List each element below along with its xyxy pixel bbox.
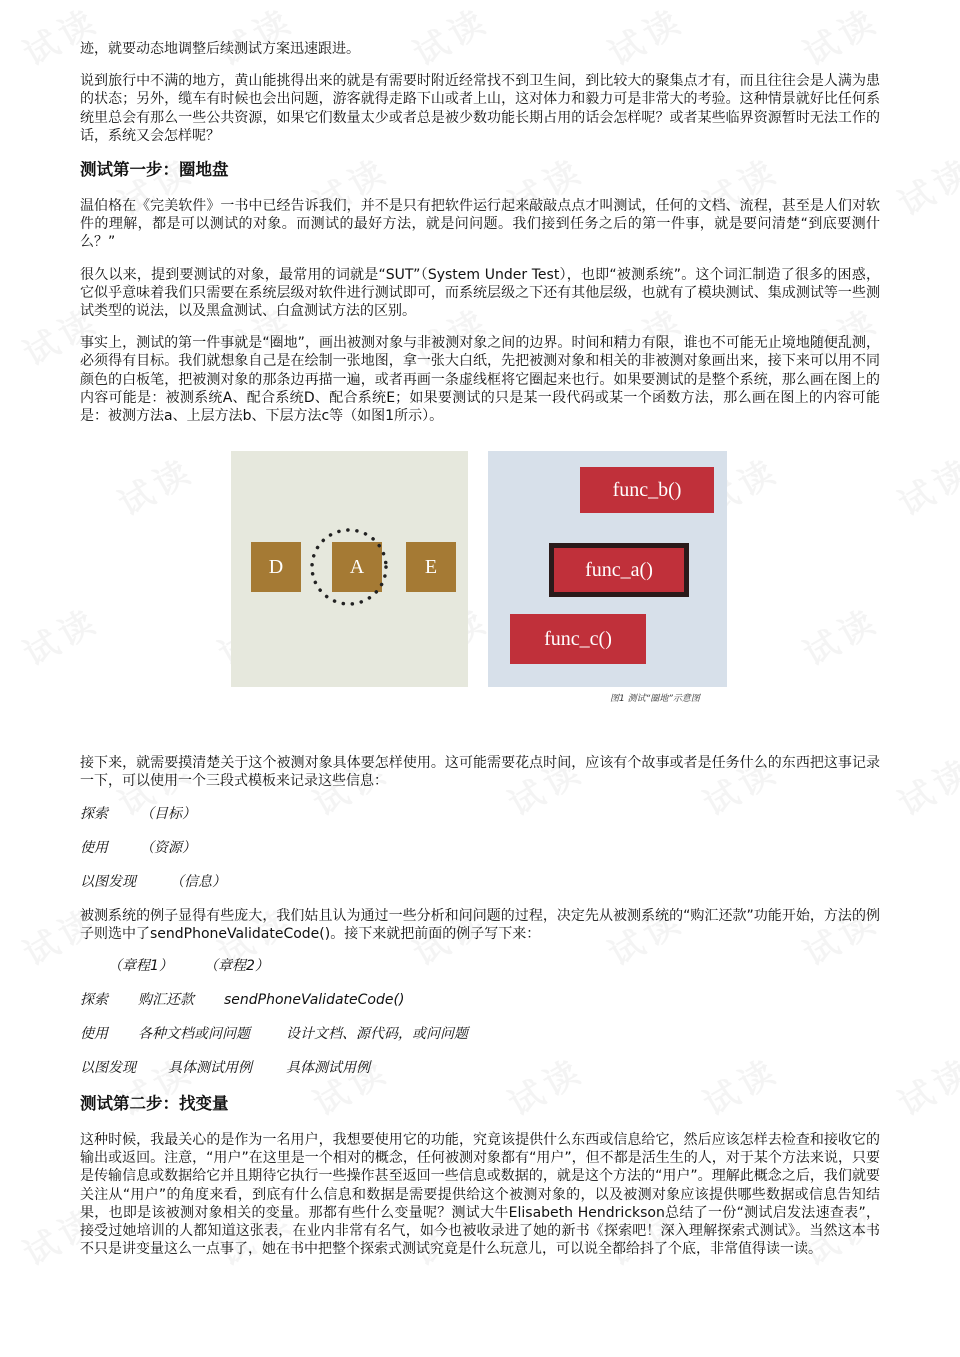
example-col2: sendPhoneValidateCode() (224, 992, 405, 1009)
template-term: 以图发现 (80, 873, 136, 890)
paragraph: 被测系统的例子显得有些庞大，我们姑且认为通过一些分析和问问题的过程，决定先从被测系统的“购汇还款”功能开始，方法的例子则选中了sendPhoneValidateCode()。接下来就把前面的例子写下来： (80, 907, 880, 942)
template-desc: （信息） (170, 873, 226, 890)
charter-2: （章程2） (204, 958, 269, 975)
example-col1: 购汇还款 (138, 992, 194, 1009)
paragraph: 迹，就要动态地调整后续测试方案迅速跟进。 (80, 41, 360, 57)
paragraph: 说到旅行中不满的地方，黄山能挑得出来的就是有需要时附近经常找不到卫生间，到比较大的聚集点才有，而且往往会是人满为患的状态；另外，缆车有时候也会出问题，游客就得走路下山或者上山，这对体力和毅力可是非常大的考验。这种情景就好比任何系统里总会有那么一些公共资源，如果它们数量太少或者总是被少数功能长期占用的话会怎样呢？或者某些临界资源暂时无法工作的话，系统又会怎样呢？ (80, 73, 880, 144)
figure-panel-system (231, 451, 468, 687)
template-term: 探索 (80, 805, 108, 822)
example-row (80, 1025, 880, 1043)
example-term: 使用 (80, 1026, 108, 1043)
figure-1 (80, 451, 880, 726)
example-col2: 具体测试用例 (286, 1060, 370, 1077)
paragraph: 接下来，就需要摸清楚关于这个被测对象具体要怎样使用。这可能需要花点时间，应该有个故事或者是任务什么的东西把这事记录一下，可以使用一个三段式模板来记录这些信息： (80, 755, 880, 790)
example-header (80, 957, 880, 975)
watermark-text (888, 743, 960, 825)
dotted-boundary-circle (307, 525, 391, 609)
paragraph: 事实上，测试的第一件事就是“圈地”，画出被测对象与非被测对象之间的边界。时间和精力有限，谁也不可能无止境地随便乱测，必须得有目标。我们就想象自己是在绘制一张地图，拿一张大白纸，先把被测对象和相关的非被测对象画出来，接下来可以用不同颜色的白板笔，把被测对象的那条边再描一遍，或者再画一条虚线框将它圈起来也行。如果要测试的是整个系统，那么画在图上的内容可能是：被测系统A、配合系统D、配合系统E；如果要测试的只是某一段代码或某一个函数方法，那么画在图上的内容可能是：被测方法a、上层方法b、下层方法c等（如图1所示）。 (80, 335, 880, 425)
section-heading: 测试第一步：圈地盘 (80, 160, 229, 180)
paragraph: 很久以来，提到要测试的对象，最常用的词就是“SUT”（System Under Test），也即“被测系统”。这个词汇制造了很多的困惑，它似乎意味着我们只需要在系统层级对软件进行测试即可，而系统层级之下还有其他层级，也就有了模块测试、集成测试等一些测试类型的说法，以及黑盒测试、白盒测试方法的区别。 (80, 266, 880, 320)
example-col2: 设计文档、源代码，或问问题 (286, 1026, 468, 1043)
box-e: E (406, 542, 456, 592)
template-term: 使用 (80, 839, 108, 856)
example-term: 探索 (80, 992, 108, 1009)
example-col1: 具体测试用例 (168, 1060, 252, 1077)
example-term: 以图发现 (80, 1060, 136, 1077)
template-row (80, 873, 880, 891)
paragraph: 这种时候，我最关心的是作为一名用户，我想要使用它的功能，究竟该提供什么东西或信息给它，然后应该怎样去检查和接收它的输出或返回。注意，“用户”在这里是一个相对的概念，任何被测对象都有“用户”，但不都是活生生的人，对于某个方法来说，只要是传输信息或数据给它并且期待它执行一些操作甚至返回一些信息或数据的，就是这个方法的“用户”。理解此概念之后，我们就要关注从“用户”的角度来看，到底有什么信息和数据是需要提供给这个被测对象的，以及被测对象应该提供哪些数据或信息告知结果，也即是该被测对象相关的变量。那都有些什么变量呢？测试大牛Elisabeth Hendrickson总结了一份“测试启发法速查表”，接受过她培训的人都知道这张表，在业内非常有名气，如今也被收录进了她的新书《探索吧！深入理解探索式测试》。当然这本书不只是讲变量这么一点事了，她在书中把整个探索式测试究竟是什么玩意儿，可以说全都给抖了个底，非常值得读一读。 (80, 1132, 880, 1258)
document-body (80, 40, 880, 1272)
watermark-text (888, 143, 960, 225)
template-desc: （目标） (140, 805, 196, 822)
section-heading: 测试第二步：找变量 (80, 1094, 229, 1114)
box-d: D (251, 542, 301, 592)
func-b-box: func_b() (580, 467, 714, 513)
watermark-text (888, 443, 960, 525)
watermark-text (888, 1043, 960, 1125)
example-row (80, 991, 880, 1009)
example-col1: 各种文档或问问题 (138, 1026, 250, 1043)
figure-panel-methods (488, 451, 727, 687)
template-desc: （资源） (140, 839, 196, 856)
charter-1: （章程1） (108, 958, 173, 975)
func-a-box: func_a() (554, 548, 684, 592)
example-row (80, 1059, 880, 1077)
paragraph: 温伯格在《完美软件》一书中已经告诉我们，并不是只有把软件运行起来敲敲点点才叫测试，任何的文档、流程，甚至是人们对软件的理解，都是可以测试的对象。而测试的最好方法，就是问问题。我们接到任务之后的第一件事，就是要问清楚“到底要测什么？” (80, 198, 880, 251)
func-c-box: func_c() (510, 614, 646, 664)
template-row (80, 839, 880, 857)
box-a: A (332, 542, 382, 592)
figure-caption: 图1 测试“圈地”示意图 (610, 694, 700, 705)
template-row (80, 805, 880, 823)
